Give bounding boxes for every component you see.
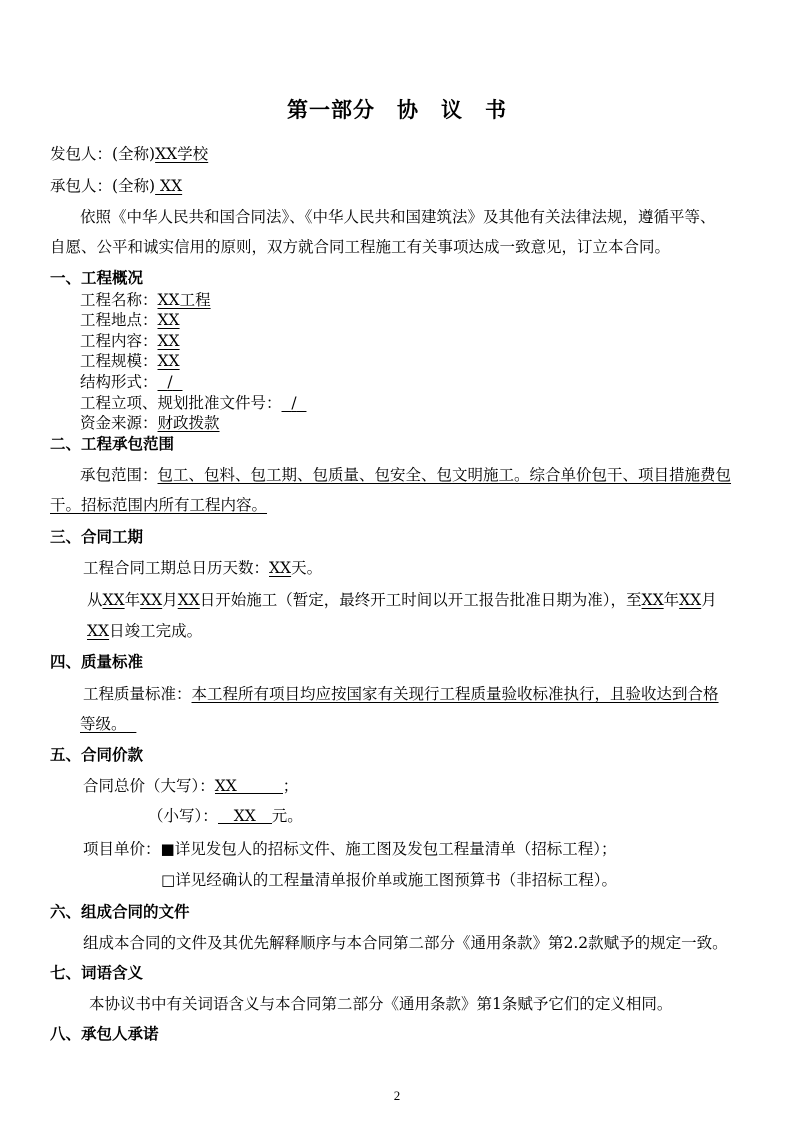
- small-price-unit: 元。: [271, 807, 303, 825]
- quality-text-1: 本工程所有项目均应按国家有关现行工程质量验收标准执行，且验收达到合格: [191, 685, 719, 703]
- start-text: 日开始施工（暂定，最终开工时间以开工报告批准日期为准），至: [199, 591, 642, 609]
- scope-text-1: 包工、包料、包工期、包质量、包安全、包文明施工。综合单价包干、项目措施费包: [157, 466, 732, 484]
- end-text: 日竣工完成。: [109, 622, 203, 640]
- project-content-value: XX: [157, 332, 180, 350]
- total-days-unit: 天。: [291, 559, 323, 577]
- year-word: 年: [124, 591, 141, 609]
- definitions-text: 本协议书中有关词语含义与本合同第二部分《通用条款》第1条赋予它们的定义相同。: [89, 995, 673, 1013]
- contractor-value: XX: [160, 177, 183, 195]
- project-scale-value: XX: [157, 352, 180, 370]
- structure-line: [80, 372, 182, 392]
- start-day: XX: [177, 591, 200, 609]
- small-price-field: [218, 806, 272, 824]
- approval-value: /: [291, 394, 297, 412]
- approval-line: [80, 393, 306, 413]
- unit-price-label: 项目单价：: [83, 840, 161, 858]
- scope-text-2: 干。招标范围内所有工程内容。: [50, 496, 268, 514]
- checked-box-icon: ■: [160, 840, 175, 858]
- project-name-line: [80, 290, 211, 310]
- project-name-label: 工程名称：: [80, 291, 158, 309]
- small-price-value: XX: [233, 807, 256, 825]
- section-7-heading: 七、词语含义: [50, 963, 144, 982]
- fund-label: 资金来源：: [80, 414, 158, 432]
- section-8-heading: 八、承包人承诺: [50, 1024, 159, 1043]
- end-year: XX: [641, 591, 664, 609]
- total-price-label: 合同总价（大写）：: [83, 777, 215, 795]
- quality-line-1: [83, 684, 719, 704]
- total-days-line: [83, 558, 322, 578]
- approval-label: 工程立项、规划批准文件号：: [80, 394, 282, 412]
- section-2-heading: 二、工程承包范围: [50, 434, 175, 453]
- period-line-1: [87, 590, 717, 610]
- year-word-2: 年: [663, 591, 680, 609]
- period-line-2: [87, 621, 202, 641]
- total-price-line: 合同总价（大写）：XX ；: [83, 777, 299, 795]
- total-days-value: XX: [269, 559, 292, 577]
- quality-label: 工程质量标准：: [83, 685, 192, 703]
- employer-line: [50, 144, 208, 164]
- project-site-label: 工程地点：: [80, 311, 158, 329]
- unit-price-line-2: [161, 870, 617, 890]
- end-day: XX: [87, 622, 110, 640]
- section-3-heading: 三、合同工期: [50, 527, 144, 546]
- scope-line-1: [80, 465, 731, 485]
- month-word: 月: [162, 591, 178, 609]
- total-price-value: XX: [214, 777, 237, 795]
- project-site-line: [80, 310, 180, 330]
- scope-label: 承包范围：: [80, 466, 158, 484]
- unit-price-line-1: [83, 839, 616, 859]
- structure-value: /: [167, 373, 173, 391]
- project-scale-label: 工程规模：: [80, 352, 158, 370]
- total-price-field: [215, 776, 283, 794]
- preamble-line-2: 自愿、公平和诚实信用的原则，双方就合同工程施工有关事项达成一致意见，订立本合同。: [50, 238, 671, 256]
- document-title: 第一部分 协 议 书: [287, 97, 507, 122]
- start-year: XX: [102, 591, 125, 609]
- unchecked-box-icon: □: [161, 871, 176, 889]
- quality-line-2: [80, 714, 136, 734]
- section-4-heading: 四、质量标准: [50, 652, 144, 671]
- small-price-line: [148, 806, 303, 826]
- fund-value: 财政拨款: [157, 414, 220, 432]
- project-content-label: 工程内容：: [80, 332, 158, 350]
- documents-text: 组成本合同的文件及其优先解释顺序与本合同第二部分《通用条款》第2.2款赋予的规定一致。: [83, 934, 728, 952]
- project-scale-line: [80, 351, 180, 371]
- unit-price-option-1: 详见发包人的招标文件、施工图及发包工程量清单（招标工程）；: [174, 840, 617, 858]
- month-word-2: 月: [701, 591, 717, 609]
- end-month: XX: [679, 591, 702, 609]
- page-number: 2: [393, 1088, 401, 1103]
- small-price-label: （小写）：: [148, 807, 218, 825]
- project-name-value: XX工程: [157, 291, 211, 309]
- total-days-label: 工程合同工期总日历天数：: [83, 559, 270, 577]
- start-month: XX: [140, 591, 163, 609]
- project-content-line: [80, 331, 180, 351]
- quality-text-2: 等级。: [80, 715, 127, 733]
- section-6-heading: 六、组成合同的文件: [50, 902, 190, 921]
- contractor-line: [50, 176, 182, 196]
- period-from: 从: [87, 591, 103, 609]
- fund-line: [80, 413, 220, 433]
- employer-value: XX学校: [155, 145, 209, 163]
- unit-price-option-2: 详见经确认的工程量清单报价单或施工图预算书（非招标工程）。: [175, 871, 617, 889]
- contractor-label: 承包人：(全称): [50, 177, 156, 195]
- preamble-line-1: 依照《中华人民共和国合同法》、《中华人民共和国建筑法》及其他有关法律法规，遵循平等、: [80, 208, 716, 226]
- structure-label: 结构形式：: [80, 373, 158, 391]
- project-site-value: XX: [157, 311, 180, 329]
- section-5-heading: 五、合同价款: [50, 745, 144, 764]
- section-1-heading: 一、工程概况: [50, 268, 144, 287]
- scope-line-2: [50, 495, 267, 515]
- employer-label: 发包人：(全称): [50, 145, 156, 163]
